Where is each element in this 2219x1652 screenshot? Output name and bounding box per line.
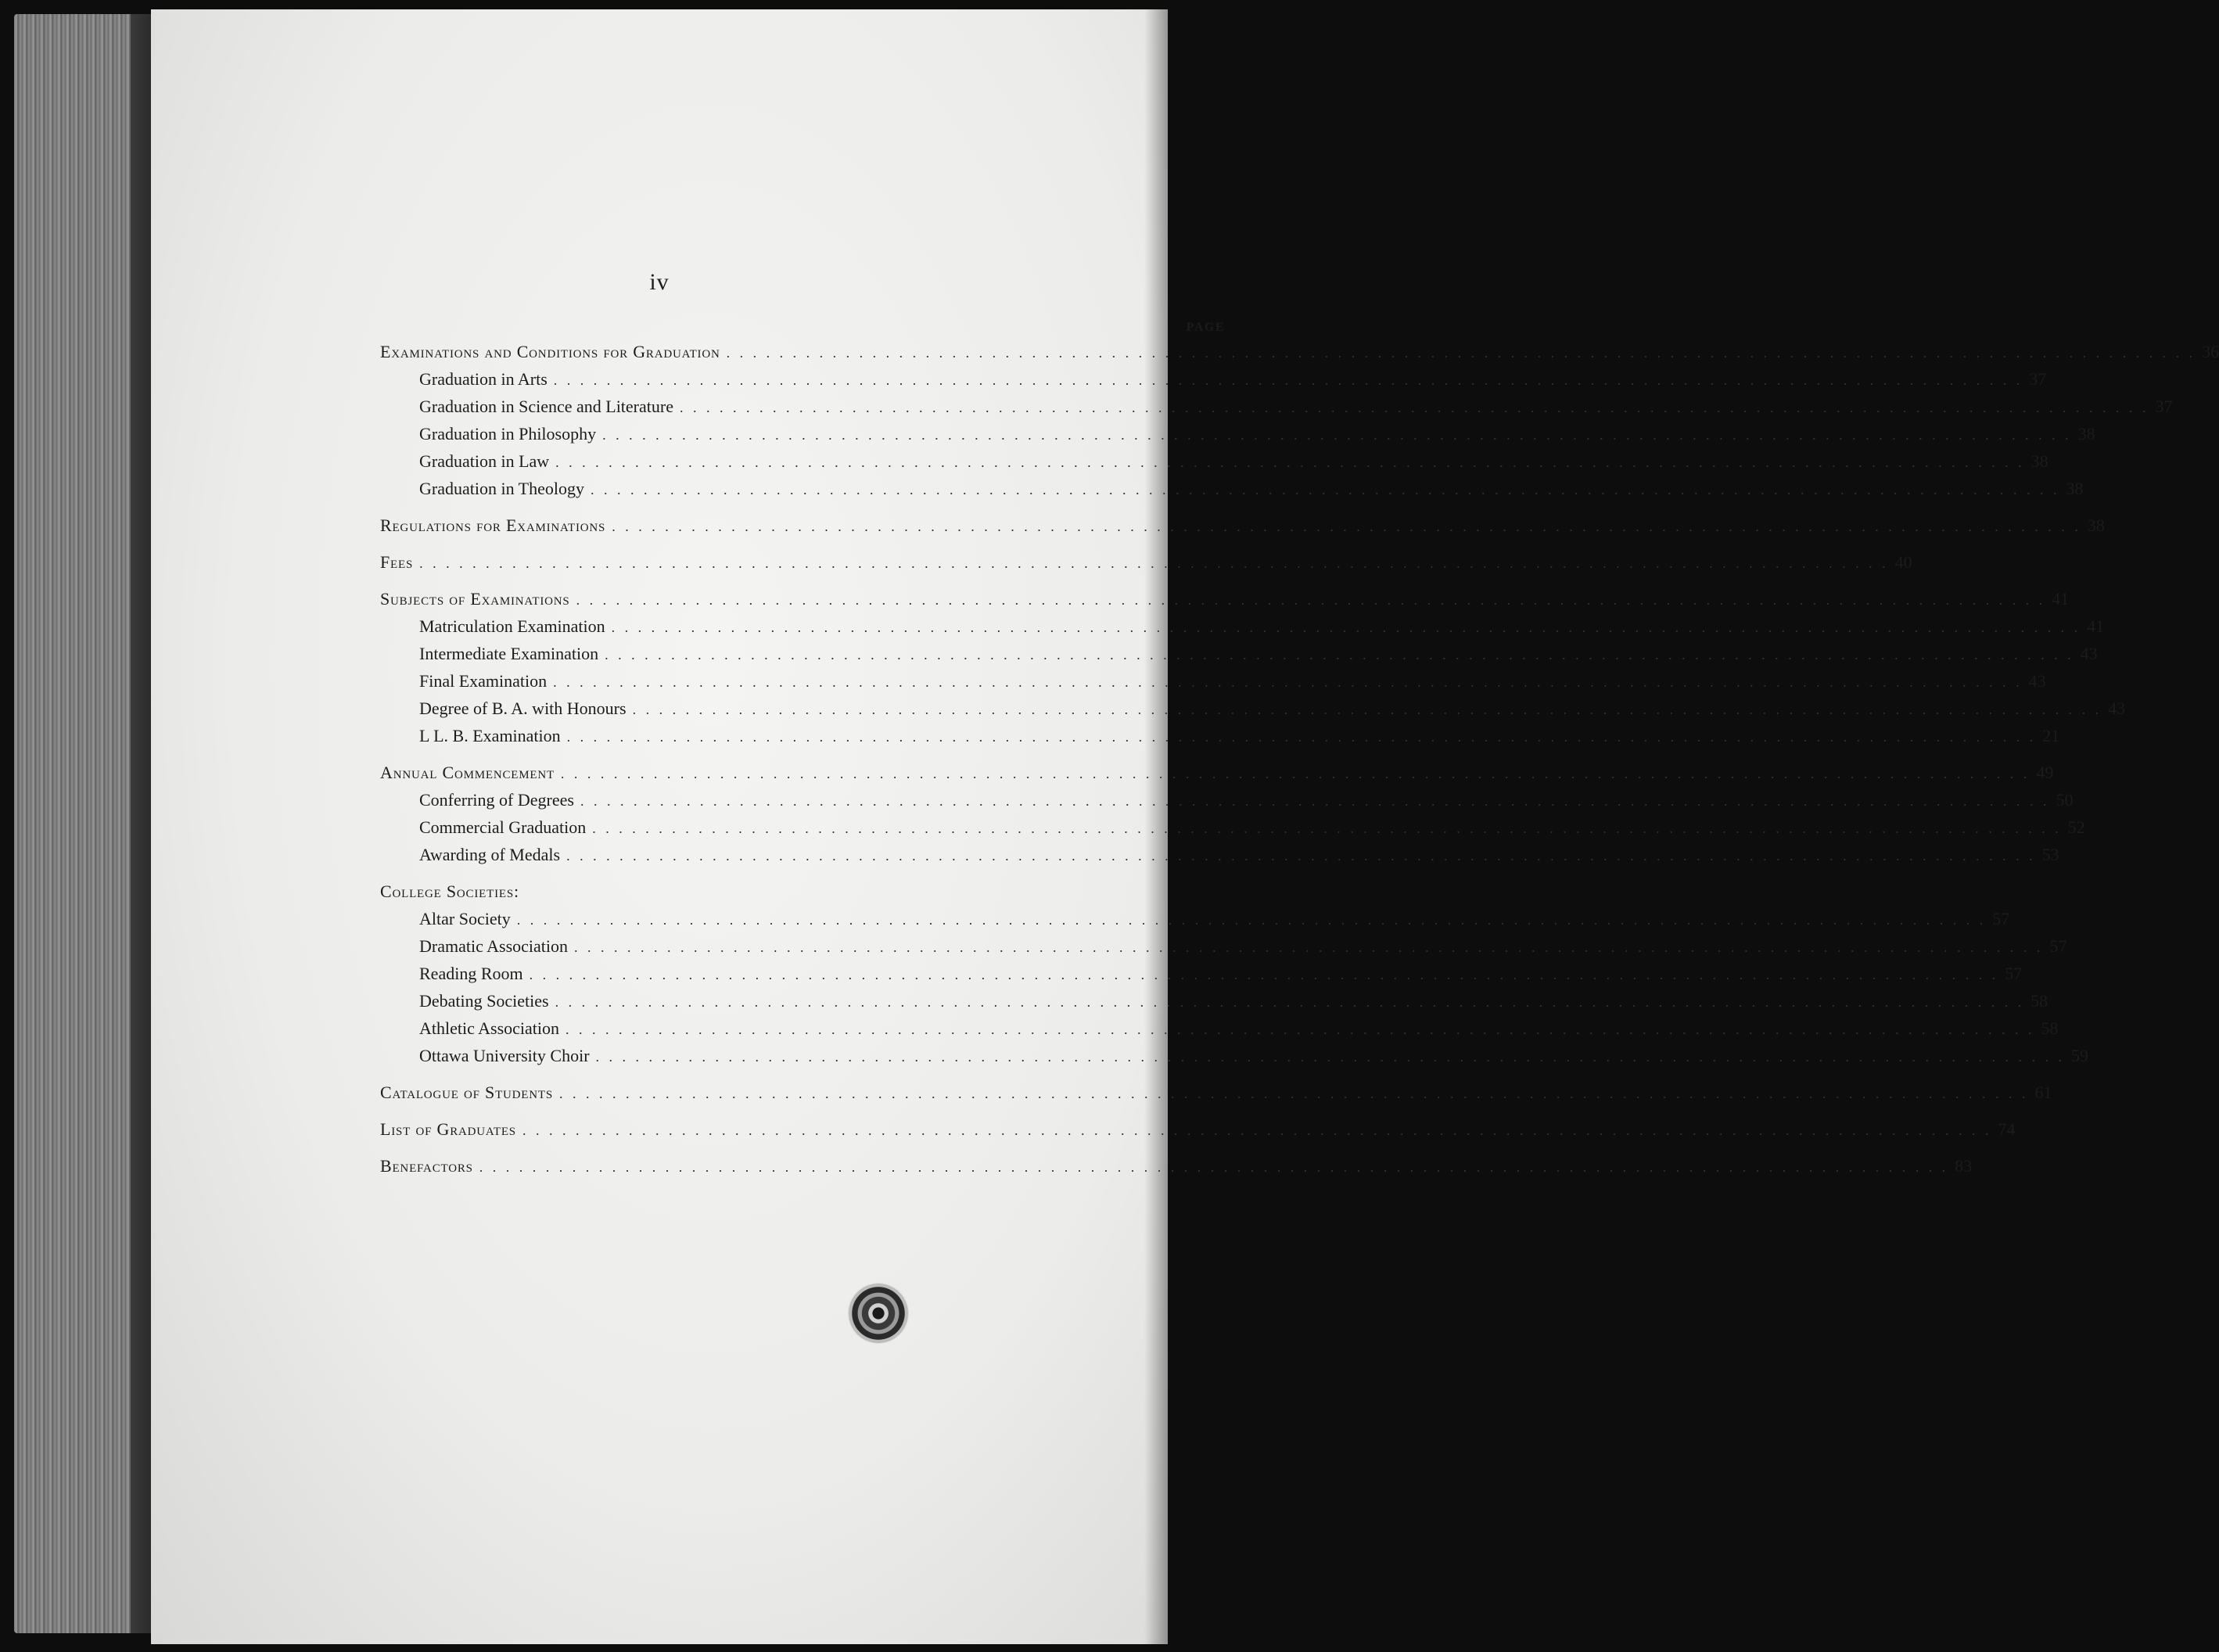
toc-subentry bbox=[380, 667, 2046, 695]
section-title: Annual Commencement bbox=[380, 763, 555, 782]
subentry-title: Reading Room bbox=[419, 964, 523, 983]
dot-leader bbox=[592, 815, 2062, 842]
toc-section bbox=[380, 759, 2085, 868]
dot-leader bbox=[479, 1154, 1949, 1181]
subentry-title: Graduation in Law bbox=[419, 451, 550, 471]
subentry-title: Ottawa University Choir bbox=[419, 1046, 590, 1065]
toc-subentry bbox=[380, 695, 2126, 722]
toc-section bbox=[380, 512, 2105, 539]
subentry-page: 58 bbox=[2041, 1018, 2059, 1038]
toc-section bbox=[380, 878, 2089, 1069]
page-number: iv bbox=[649, 269, 670, 295]
subentry-title: Graduation in Theology bbox=[419, 479, 584, 498]
section-page: 38 bbox=[2087, 515, 2105, 535]
toc-subentry bbox=[380, 960, 2023, 987]
subentry-page: 38 bbox=[2066, 479, 2084, 498]
subentry-page: 37 bbox=[2029, 369, 2047, 389]
toc-subentry bbox=[380, 841, 2059, 868]
dot-leader bbox=[580, 788, 2050, 815]
toc-subentry bbox=[380, 475, 2084, 502]
toc-section bbox=[380, 585, 2126, 749]
subentry-title: Dramatic Association bbox=[419, 936, 569, 956]
dot-leader bbox=[554, 367, 2023, 394]
book-page-edges bbox=[14, 14, 151, 1633]
toc-subentry bbox=[380, 1042, 2089, 1069]
dot-leader bbox=[555, 989, 2025, 1016]
dot-leader bbox=[517, 907, 1987, 934]
subentry-title: Conferring of Degrees bbox=[419, 790, 574, 810]
toc-section-entry bbox=[380, 548, 1912, 576]
toc-section-entry bbox=[380, 338, 2219, 365]
subentry-page: 59 bbox=[2071, 1046, 2089, 1065]
dot-leader bbox=[680, 394, 2149, 422]
subentry-title: Graduation in Science and Literature bbox=[419, 397, 673, 416]
dot-leader bbox=[605, 641, 2074, 669]
toc-subentry bbox=[380, 786, 2074, 813]
subentry-page: 37 bbox=[2155, 397, 2173, 416]
section-title: Subjects of Examinations bbox=[380, 589, 570, 609]
dot-leader bbox=[555, 449, 2025, 476]
toc-subentry bbox=[380, 722, 2060, 749]
subentry-page: 53 bbox=[2041, 845, 2059, 864]
toc-subentry bbox=[380, 813, 2085, 841]
subentry-page: 57 bbox=[2049, 936, 2067, 956]
section-title: Fees bbox=[380, 552, 414, 572]
subentry-page: 50 bbox=[2056, 790, 2074, 810]
toc-subentry bbox=[380, 393, 2173, 420]
subentry-title: Final Examination bbox=[419, 671, 548, 691]
subentry-title: Awarding of Medals bbox=[419, 845, 561, 864]
section-page: 74 bbox=[1998, 1119, 2016, 1139]
section-title: Catalogue of Students bbox=[380, 1083, 553, 1102]
toc-subentry bbox=[380, 612, 2105, 640]
subentry-page: 38 bbox=[2030, 451, 2048, 471]
toc-subentry bbox=[380, 905, 2010, 932]
toc-subentry bbox=[380, 932, 2067, 960]
toc-subentry bbox=[380, 447, 2048, 475]
subentry-title: Graduation in Arts bbox=[419, 369, 548, 389]
toc-subentry bbox=[380, 640, 2098, 667]
toc-section-entry bbox=[380, 1079, 2052, 1106]
toc-subentry bbox=[380, 420, 2095, 447]
subentry-title: Debating Societies bbox=[419, 991, 549, 1011]
toc-section-entry bbox=[380, 512, 2105, 539]
dot-leader bbox=[574, 934, 2044, 961]
toc-subentry bbox=[380, 987, 2048, 1015]
toc-section-entry bbox=[380, 878, 1225, 905]
subentry-title: Graduation in Philosophy bbox=[419, 424, 597, 444]
dot-leader bbox=[612, 614, 2081, 641]
toc-subentry bbox=[380, 365, 2047, 393]
dot-leader bbox=[561, 760, 2030, 788]
toc-section bbox=[380, 1152, 1973, 1180]
section-title: Regulations for Examinations bbox=[380, 515, 606, 535]
toc-section-entry bbox=[380, 759, 2054, 786]
subentry-page: 43 bbox=[2028, 671, 2046, 691]
section-page: 40 bbox=[1894, 552, 1912, 572]
section-title: College Societies: bbox=[380, 882, 519, 901]
dot-leader bbox=[633, 696, 2102, 724]
toc-section-entry bbox=[380, 1115, 2016, 1143]
subentry-title: L L. B. Examination bbox=[419, 726, 561, 745]
dot-leader bbox=[530, 961, 1999, 989]
subentry-page: 57 bbox=[1992, 909, 2010, 928]
dot-leader bbox=[602, 422, 2072, 449]
dot-leader bbox=[612, 513, 2081, 540]
subentry-page: 21 bbox=[2042, 726, 2060, 745]
table-of-contents bbox=[380, 321, 2219, 1189]
section-title: List of Graduates bbox=[380, 1119, 516, 1139]
dot-leader bbox=[566, 1016, 2035, 1043]
subentry-page: 43 bbox=[2108, 699, 2126, 718]
section-page: 41 bbox=[2052, 589, 2070, 609]
subentry-title: Matriculation Examination bbox=[419, 616, 605, 636]
ornament-seal-icon bbox=[849, 1284, 907, 1342]
subentry-title: Altar Society bbox=[419, 909, 511, 928]
section-page: 61 bbox=[2034, 1083, 2052, 1102]
dot-leader bbox=[553, 669, 2023, 696]
dot-leader bbox=[559, 1080, 2029, 1108]
toc-section-entry bbox=[380, 585, 2070, 612]
section-page: 49 bbox=[2036, 763, 2054, 782]
dot-leader bbox=[576, 587, 2046, 614]
dot-leader bbox=[419, 550, 1889, 577]
subentry-page: 58 bbox=[2030, 991, 2048, 1011]
subentry-page: 41 bbox=[2087, 616, 2105, 636]
dot-leader bbox=[522, 1117, 1992, 1144]
subentry-page: 43 bbox=[2080, 644, 2098, 663]
toc-section bbox=[380, 1115, 2016, 1143]
toc-section-entry bbox=[380, 1152, 1973, 1180]
section-title: Benefactors bbox=[380, 1156, 473, 1176]
subentry-page: 38 bbox=[2077, 424, 2095, 444]
section-page: 83 bbox=[1955, 1156, 1973, 1176]
dot-leader bbox=[567, 724, 2037, 751]
section-title: Examinations and Conditions for Graduation bbox=[380, 342, 720, 361]
dot-leader bbox=[591, 476, 2060, 504]
toc-section bbox=[380, 1079, 2052, 1106]
subentry-page: 52 bbox=[2067, 817, 2085, 837]
page-column-header: PAGE bbox=[1186, 321, 1225, 334]
subentry-title: Degree of B. A. with Honours bbox=[419, 699, 627, 718]
toc-section bbox=[380, 548, 1912, 576]
subentry-title: Intermediate Examination bbox=[419, 644, 599, 663]
subentry-page: 57 bbox=[2005, 964, 2023, 983]
subentry-title: Athletic Association bbox=[419, 1018, 560, 1038]
section-page: 36 bbox=[2202, 342, 2219, 361]
dot-leader bbox=[727, 339, 2196, 367]
subentry-title: Commercial Graduation bbox=[419, 817, 587, 837]
toc-subentry bbox=[380, 1015, 2059, 1042]
dot-leader bbox=[596, 1043, 2066, 1071]
toc-entries bbox=[380, 338, 2219, 1180]
toc-section bbox=[380, 338, 2219, 502]
dot-leader bbox=[566, 842, 2036, 870]
